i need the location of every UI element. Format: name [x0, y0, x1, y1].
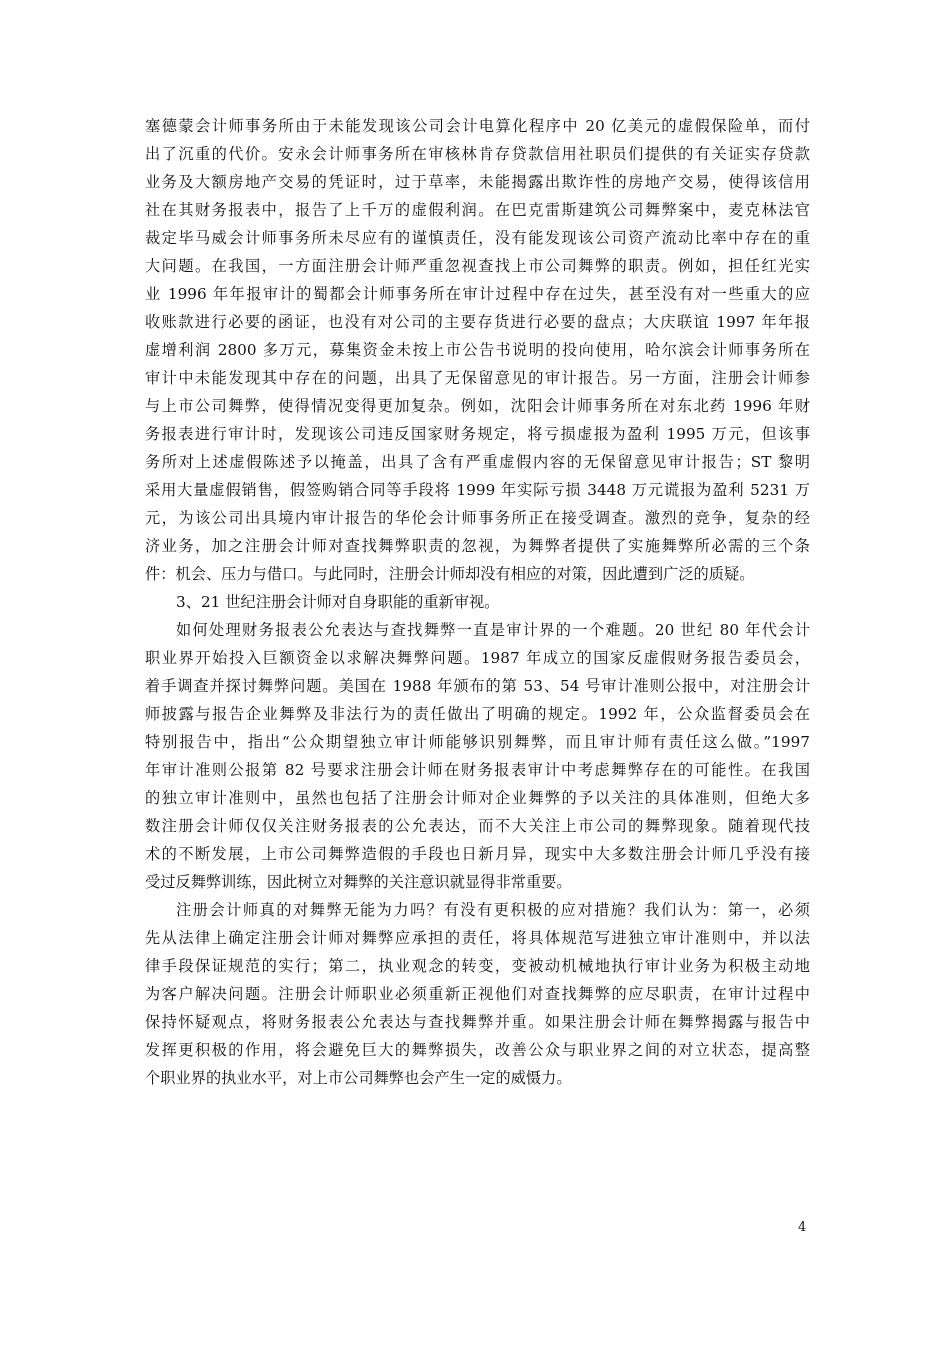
text-line: 虚增利润 2800 多万元，募集资金未按上市公告书说明的投向使用，哈尔滨会计师事务所在	[145, 341, 810, 359]
page-number: 4	[798, 1220, 807, 1235]
text-line: 件：机会、压力与借口。与此同时，注册会计师却没有相应的对策，因此遭到广泛的质疑。	[145, 565, 755, 583]
text-line: 职业界开始投入巨额资金以求解决舞弊问题。1987 年成立的国家反虚假财务报告委员会，	[145, 649, 810, 667]
text-line: 务所对上述虚假陈述予以掩盖，出具了含有严重虚假内容的无保留意见审计报告；ST 黎明	[145, 453, 810, 471]
text-line: 发挥更积极的作用，将会避免巨大的舞弊损失，改善公众与职业界之间的对立状态，提高整	[145, 1041, 810, 1059]
text-line: 大问题。在我国，一方面注册会计师严重忽视查找上市公司舞弊的职责。例如，担任红光实	[145, 257, 810, 275]
text-line: 与上市公司舞弊，使得情况变得更加复杂。例如，沈阳会计师事务所在对东北药 1996 年财	[145, 397, 810, 415]
text-line: 裁定毕马威会计师事务所未尽应有的谨慎责任，没有能发现该公司资产流动比率中存在的重	[145, 229, 810, 247]
text-line: 如何处理财务报表公允表达与查找舞弊一直是审计界的一个难题。20 世纪 80 年代会计	[176, 621, 810, 639]
text-line: 塞德蒙会计师事务所由于未能发现该公司会计电算化程序中 20 亿美元的虚假保险单，而付	[145, 117, 810, 135]
text-line: 社在其财务报表中，报告了上千万的虚假利润。在巴克雷斯建筑公司舞弊案中，麦克林法官	[145, 201, 810, 219]
text-line: 济业务，加之注册会计师对查找舞弊职责的忽视，为舞弊者提供了实施舞弊所必需的三个条	[145, 537, 810, 555]
text-line: 出了沉重的代价。安永会计师事务所在审核林肯存贷款信用社职员们提供的有关证实存贷款	[145, 145, 810, 163]
text-line: 先从法律上确定注册会计师对舞弊应承担的责任，将具体规范写进独立审计准则中，并以法	[145, 929, 810, 947]
text-line: 收账款进行必要的函证，也没有对公司的主要存货进行必要的盘点；大庆联谊 1997 年年报	[145, 313, 810, 331]
text-line: 受过反舞弊训练，因此树立对舞弊的关注意识就显得非常重要。	[145, 873, 572, 891]
text-line: 注册会计师真的对舞弊无能为力吗？有没有更积极的应对措施？我们认为：第一，必须	[176, 901, 810, 919]
text-line: 术的不断发展，上市公司舞弊造假的手段也日新月异，现实中大多数注册会计师几乎没有接	[145, 845, 810, 863]
text-line: 数注册会计师仅仅关注财务报表的公允表达，而不大关注上市公司的舞弊现象。随着现代技	[145, 817, 810, 835]
text-line: 保持怀疑观点，将财务报表公允表达与查找舞弊并重。如果注册会计师在舞弊揭露与报告中	[145, 1013, 810, 1031]
text-line: 业务及大额房地产交易的凭证时，过于草率，未能揭露出欺诈性的房地产交易，使得该信用	[145, 173, 810, 191]
text-line: 审计中未能发现其中存在的问题，出具了无保留意见的审计报告。另一方面，注册会计师参	[145, 369, 810, 387]
text-line: 特别报告中，指出“公众期望独立审计师能够识别舞弊，而且审计师有责任这么做。”1997	[145, 733, 810, 751]
text-line: 师披露与报告企业舞弊及非法行为的责任做出了明确的规定。1992 年，公众监督委员会在	[145, 705, 810, 723]
text-line: 务报表进行审计时，发现该公司违反国家财务规定，将亏损虚报为盈利 1995 万元，但该事	[145, 425, 810, 443]
text-line: 个职业界的执业水平，对上市公司舞弊也会产生一定的威慑力。	[145, 1069, 572, 1087]
text-line: 律手段保证规范的实行；第二，执业观念的转变，变被动机械地执行审计业务为积极主动地	[145, 957, 810, 975]
body-text	[145, 112, 810, 1092]
section-heading: 3、21 世纪注册会计师对自身职能的重新审视。	[176, 593, 500, 611]
text-line: 年审计准则公报第 82 号要求注册会计师在财务报表审计中考虑舞弊存在的可能性。在我国	[145, 761, 810, 779]
text-line: 着手调查并探讨舞弊问题。美国在 1988 年颁布的第 53、54 号审计准则公报中，对注册会计	[145, 677, 810, 695]
text-line: 的独立审计准则中，虽然也包括了注册会计师对企业舞弊的予以关注的具体准则，但绝大多	[145, 789, 810, 807]
text-line: 为客户解决问题。注册会计师职业必须重新正视他们对查找舞弊的应尽职责，在审计过程中	[145, 985, 810, 1003]
text-line: 业 1996 年年报审计的蜀都会计师事务所在审计过程中存在过失，甚至没有对一些重大的应	[145, 285, 810, 303]
text-line: 元，为该公司出具境内审计报告的华伦会计师事务所正在接受调查。激烈的竞争，复杂的经	[145, 509, 810, 527]
text-line: 采用大量虚假销售，假签购销合同等手段将 1999 年实际亏损 3448 万元谎报为盈利 5231 万	[145, 481, 810, 499]
